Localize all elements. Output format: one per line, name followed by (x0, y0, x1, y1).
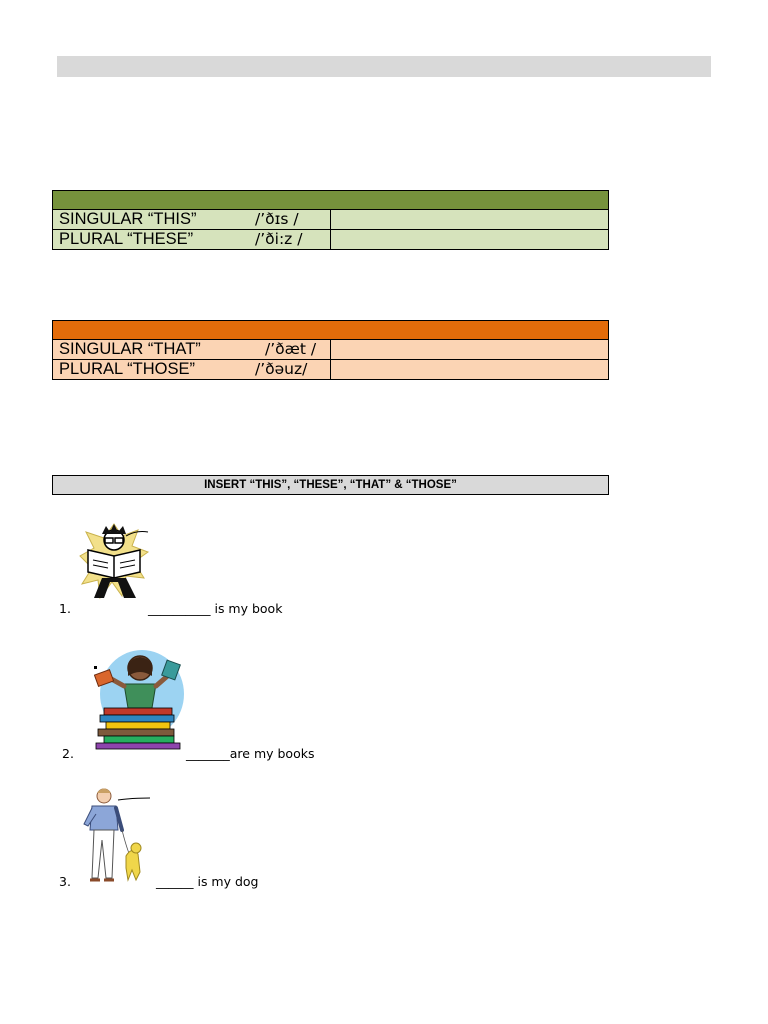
table-row (53, 340, 609, 360)
ipa-label: /’ðəuz/ (255, 360, 308, 378)
man-walking-dog-illustration (82, 784, 152, 886)
that-those-table (52, 320, 609, 380)
item-number: 3. (59, 874, 71, 889)
table-header-row (53, 321, 609, 340)
table-row (53, 230, 609, 250)
item-text: ______ is my dog (156, 874, 259, 889)
item-text: __________ is my book (148, 601, 283, 616)
item-number: 1. (59, 601, 71, 616)
item-number: 2. (62, 746, 74, 761)
exercise-heading: INSERT “THIS”, “THESE”, “THAT” & “THOSE” (52, 475, 609, 495)
ipa-label: /’ðæt / (265, 340, 317, 358)
word-label: PLURAL “THESE” (59, 230, 194, 248)
table-header-cell (53, 321, 609, 340)
meaning-cell (331, 210, 609, 230)
table-row (53, 360, 609, 380)
word-label: PLURAL “THOSE” (59, 360, 195, 378)
word-label: SINGULAR “THIS” (59, 210, 197, 228)
man-reading-book-illustration (78, 520, 150, 602)
word-label: SINGULAR “THAT” (59, 340, 201, 358)
meaning-cell (331, 340, 609, 360)
ipa-label: /’ðɪs / (255, 210, 299, 228)
table-header-cell (53, 191, 609, 210)
word-cell (53, 210, 331, 230)
this-these-table (52, 190, 609, 250)
meaning-cell (331, 360, 609, 380)
table-header-row (53, 191, 609, 210)
word-cell (53, 340, 331, 360)
word-cell (53, 230, 331, 250)
title-bar (57, 56, 711, 77)
woman-on-books-illustration (94, 648, 186, 750)
ipa-label: /’ði:z / (255, 230, 303, 248)
table-row (53, 210, 609, 230)
word-cell (53, 360, 331, 380)
item-text: _______are my books (186, 746, 315, 761)
meaning-cell (331, 230, 609, 250)
